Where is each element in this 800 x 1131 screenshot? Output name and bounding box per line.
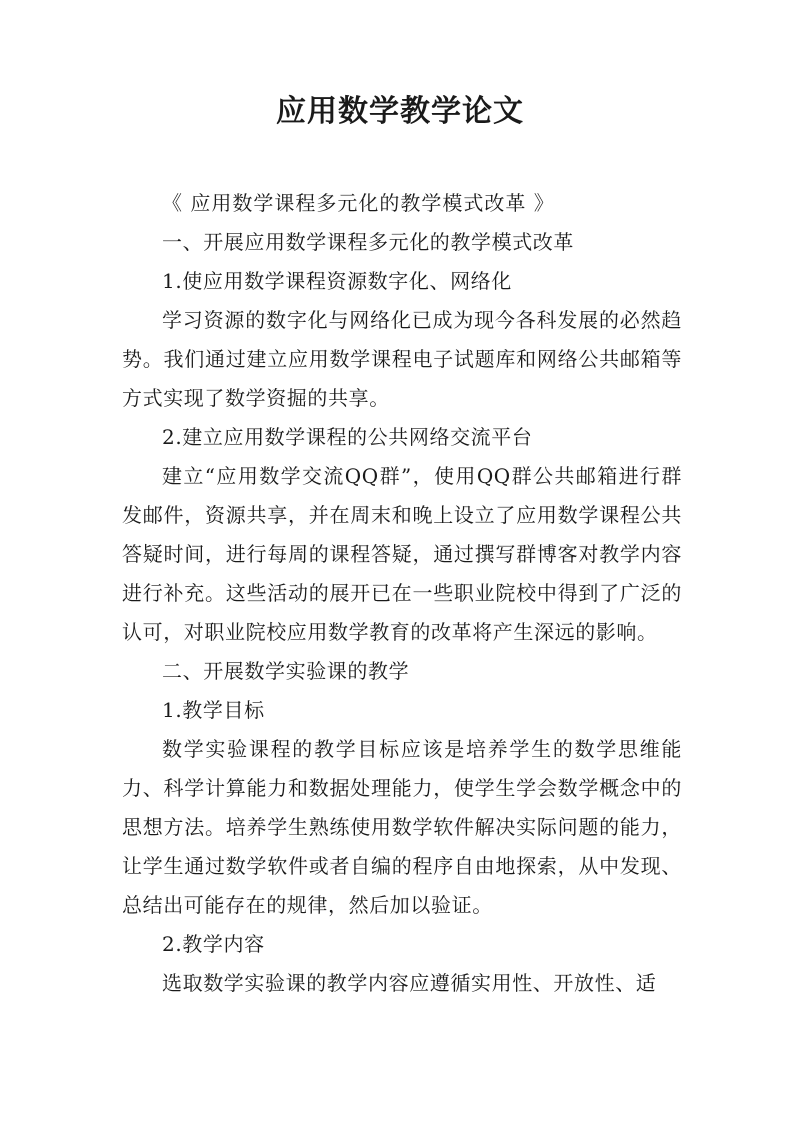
paragraph: 数学实验课程的教学目标应该是培养学生的数学思维能力、科学计算能力和数据处理能力，使学生学会数学概念中的思想方法。培养学生熟练使用数学软件解决实际问题的能力，让学生通过数学软件或者自编的程序自由地探索，从中发现、总结出可能存在的规律，然后加以验证。 xyxy=(122,737,682,917)
article-heading: 《 应用数学课程多元化的教学模式改革 》 xyxy=(162,191,555,215)
subsection-heading-2-2: 2.教学内容 xyxy=(162,932,265,956)
section-heading-2: 二、开展数学实验课的教学 xyxy=(162,659,410,683)
paragraph: 学习资源的数字化与网络化已成为现今各科发展的必然趋势。我们通过建立应用数学课程电子试题库和网络公共邮箱等方式实现了数学资掘的共享。 xyxy=(122,308,682,410)
section-heading-1: 一、开展应用数学课程多元化的教学模式改革 xyxy=(162,230,574,254)
subsection-heading-1-2: 2.建立应用数学课程的公共网络交流平台 xyxy=(162,425,533,449)
document-body xyxy=(122,184,682,1003)
paragraph: 建立“应用数学交流QQ群”，使用QQ群公共邮箱进行群发邮件，资源共享，并在周末和晚上设立了应用数学课程公共答疑时间，进行每周的课程答疑，通过撰写群博客对教学内容进行补充。这些活动的展开已在一些职业院校中得到了广泛的认可，对职业院校应用数学教育的改革将产生深远的影响。 xyxy=(122,464,682,644)
subsection-heading-1-1: 1.使应用数学课程资源数字化、网络化 xyxy=(162,269,512,293)
paragraph: 选取数学实验课的教学内容应遵循实用性、开放性、适 xyxy=(162,971,657,995)
subsection-heading-2-1: 1.教学目标 xyxy=(162,698,265,722)
document-title: 应用数学教学论文 xyxy=(276,94,524,129)
